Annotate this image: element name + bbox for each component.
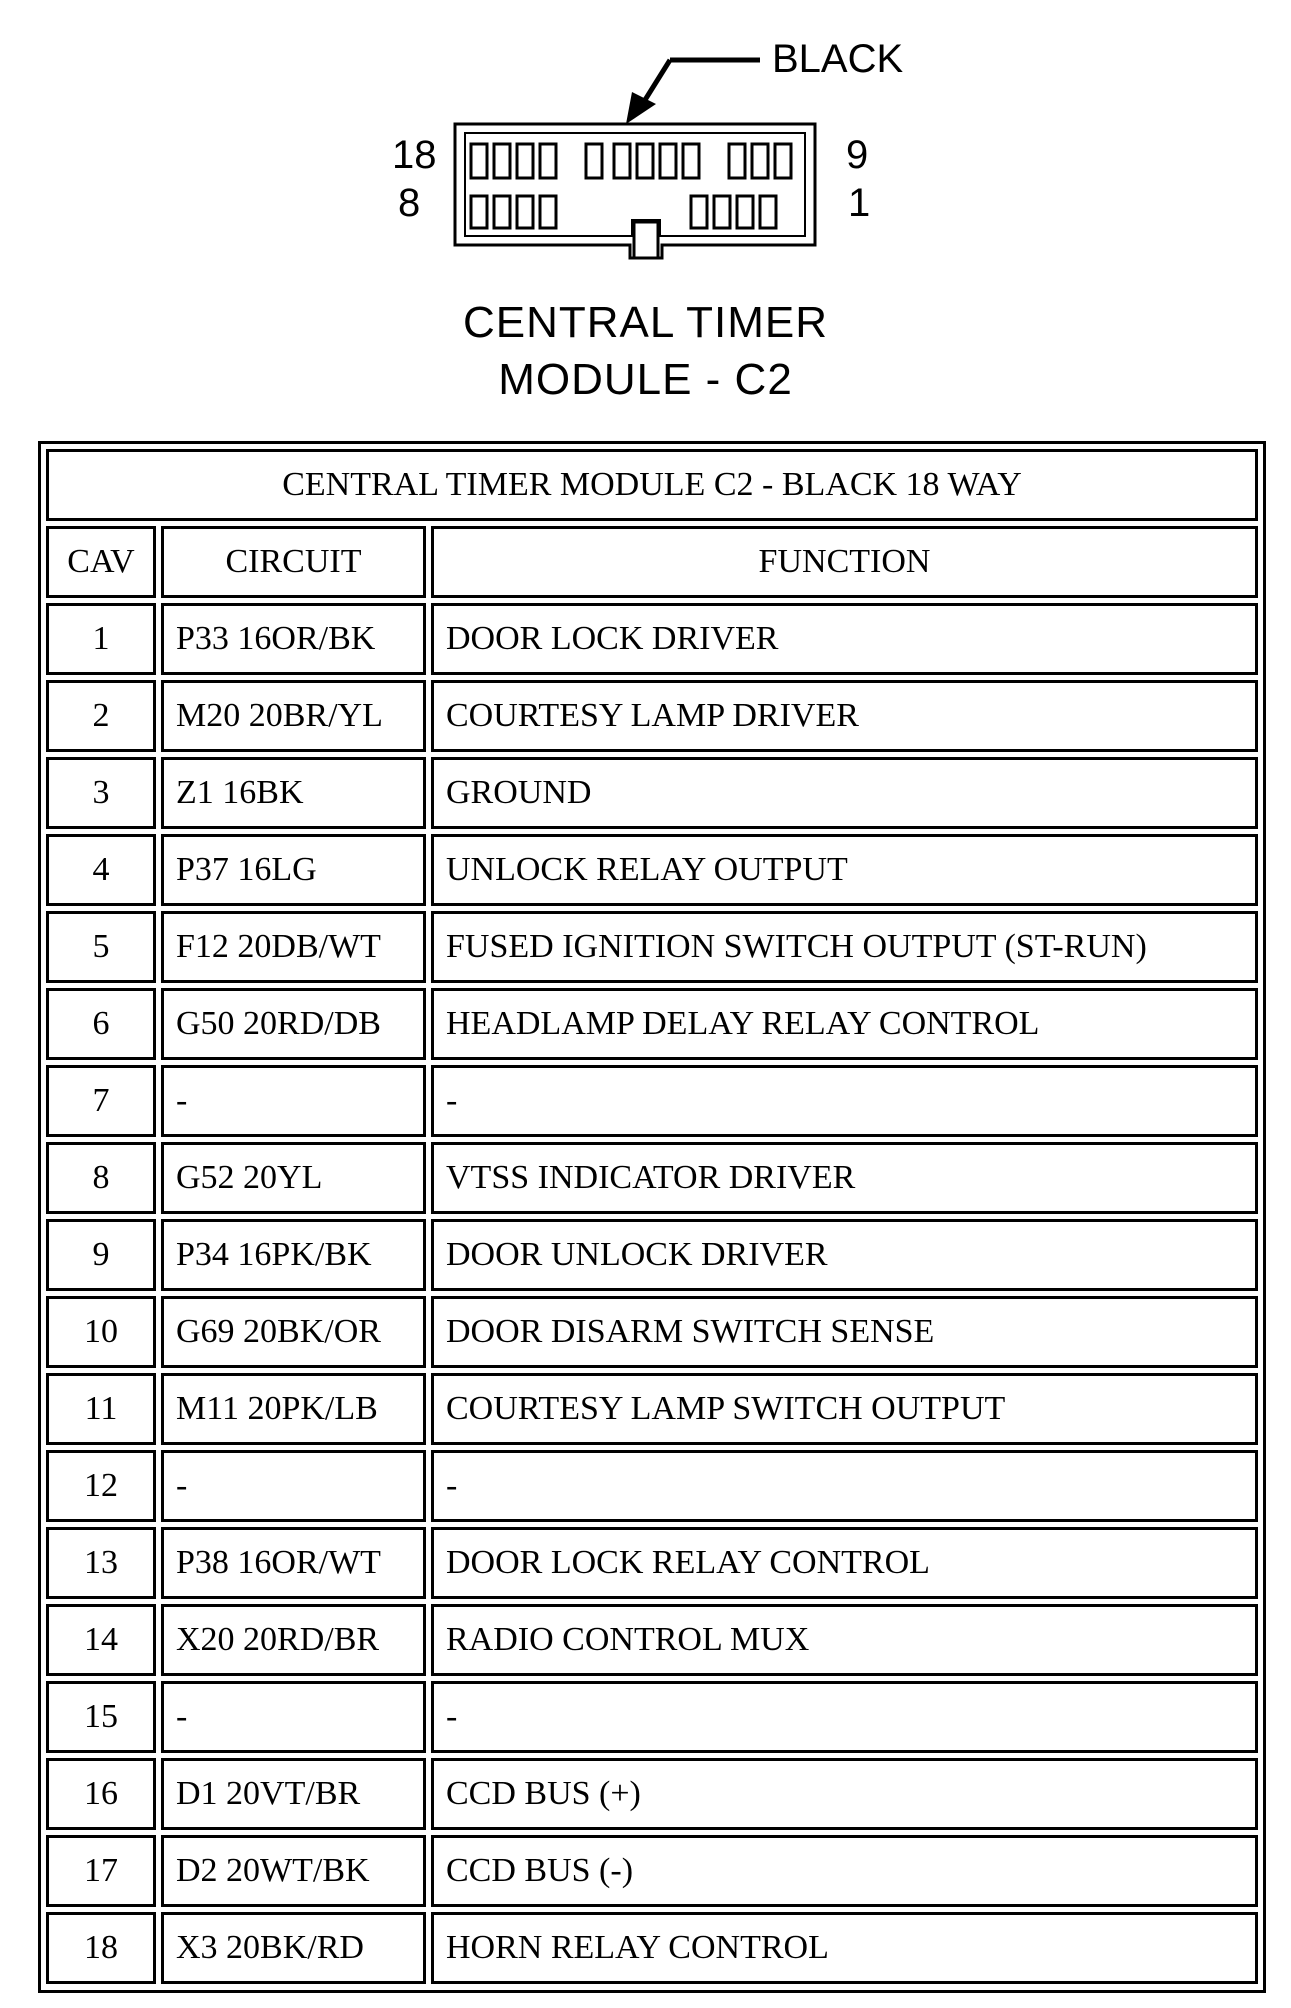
cell-function: DOOR LOCK DRIVER [431,603,1258,675]
cavity [471,196,487,228]
cell-function: VTSS INDICATOR DRIVER [431,1142,1258,1214]
cell-function: - [431,1065,1258,1137]
cell-function: - [431,1681,1258,1753]
table-caption: CENTRAL TIMER MODULE C2 - BLACK 18 WAY [46,449,1258,521]
leader-arrowhead [626,92,656,124]
cavity [540,144,556,178]
cell-circuit: G52 20YL [161,1142,426,1214]
cell-function: DOOR LOCK RELAY CONTROL [431,1527,1258,1599]
cell-circuit: G69 20BK/OR [161,1296,426,1368]
cavity [729,144,745,178]
cell-cav: 10 [46,1296,156,1368]
cell-circuit: P34 16PK/BK [161,1219,426,1291]
cell-circuit: M20 20BR/YL [161,680,426,752]
cell-function: COURTESY LAMP SWITCH OUTPUT [431,1373,1258,1445]
connector-color-label: BLACK [772,37,904,81]
cell-cav: 5 [46,911,156,983]
cavity [517,144,533,178]
cell-circuit: X3 20BK/RD [161,1912,426,1984]
cell-cav: 14 [46,1604,156,1676]
pinout-table [38,441,1266,1993]
pinout-table-grid [46,449,1258,1985]
cell-function: RADIO CONTROL MUX [431,1604,1258,1676]
cell-function: HORN RELAY CONTROL [431,1912,1258,1984]
cavity [517,196,533,228]
header-cav: CAV [46,526,156,598]
cavity [494,144,510,178]
cavity [775,144,791,178]
cell-function: UNLOCK RELAY OUTPUT [431,834,1258,906]
cell-function: DOOR UNLOCK DRIVER [431,1219,1258,1291]
diagram-title-line-1: CENTRAL TIMER [462,298,829,347]
pin-label-top-right: 9 [846,133,869,177]
cell-cav: 1 [46,603,156,675]
cell-circuit: Z1 16BK [161,757,426,829]
cavity [683,144,699,178]
cell-circuit: D2 20WT/BK [161,1835,426,1907]
cavity [586,144,602,178]
cell-circuit: F12 20DB/WT [161,911,426,983]
cavity [637,144,653,178]
cavity [760,196,776,228]
cell-circuit: D1 20VT/BR [161,1758,426,1830]
cavity [752,144,768,178]
bottom-row-cavities [471,196,776,228]
cell-cav: 6 [46,988,156,1060]
cell-function: HEADLAMP DELAY RELAY CONTROL [431,988,1258,1060]
cell-circuit: X20 20RD/BR [161,1604,426,1676]
cell-function: CCD BUS (+) [431,1758,1258,1830]
pin-label-bottom-right: 1 [848,181,871,225]
diagram-title-line-2: MODULE - C2 [498,355,793,404]
cell-circuit: P37 16LG [161,834,426,906]
cell-function: DOOR DISARM SWITCH SENSE [431,1296,1258,1368]
connector-latch [634,222,658,258]
cavity [494,196,510,228]
pin-label-bottom-left: 8 [398,181,421,225]
cavity [691,196,707,228]
cavity [471,144,487,178]
cell-function: - [431,1450,1258,1522]
cell-cav: 3 [46,757,156,829]
header-circuit: CIRCUIT [161,526,426,598]
cell-circuit: P38 16OR/WT [161,1527,426,1599]
cell-cav: 7 [46,1065,156,1137]
header-function: FUNCTION [431,526,1258,598]
cell-cav: 16 [46,1758,156,1830]
cell-circuit: G50 20RD/DB [161,988,426,1060]
cell-circuit: - [161,1065,426,1137]
cell-cav: 2 [46,680,156,752]
cavity [540,196,556,228]
connector-diagram [0,0,1291,340]
cell-function: COURTESY LAMP DRIVER [431,680,1258,752]
cell-circuit: M11 20PK/LB [161,1373,426,1445]
cell-function: GROUND [431,757,1258,829]
cell-cav: 8 [46,1142,156,1214]
cell-circuit: P33 16OR/BK [161,603,426,675]
cell-circuit: - [161,1450,426,1522]
cell-cav: 12 [46,1450,156,1522]
cell-cav: 13 [46,1527,156,1599]
cell-cav: 9 [46,1219,156,1291]
cell-circuit: - [161,1681,426,1753]
cell-cav: 18 [46,1912,156,1984]
cell-function: FUSED IGNITION SWITCH OUTPUT (ST-RUN) [431,911,1258,983]
cavity [660,144,676,178]
cavity [714,196,730,228]
cell-cav: 15 [46,1681,156,1753]
cell-cav: 4 [46,834,156,906]
cell-cav: 17 [46,1835,156,1907]
top-row-cavities [471,144,791,178]
pin-label-top-left: 18 [392,133,437,177]
cell-cav: 11 [46,1373,156,1445]
cavity [614,144,630,178]
cell-function: CCD BUS (-) [431,1835,1258,1907]
cavity [737,196,753,228]
